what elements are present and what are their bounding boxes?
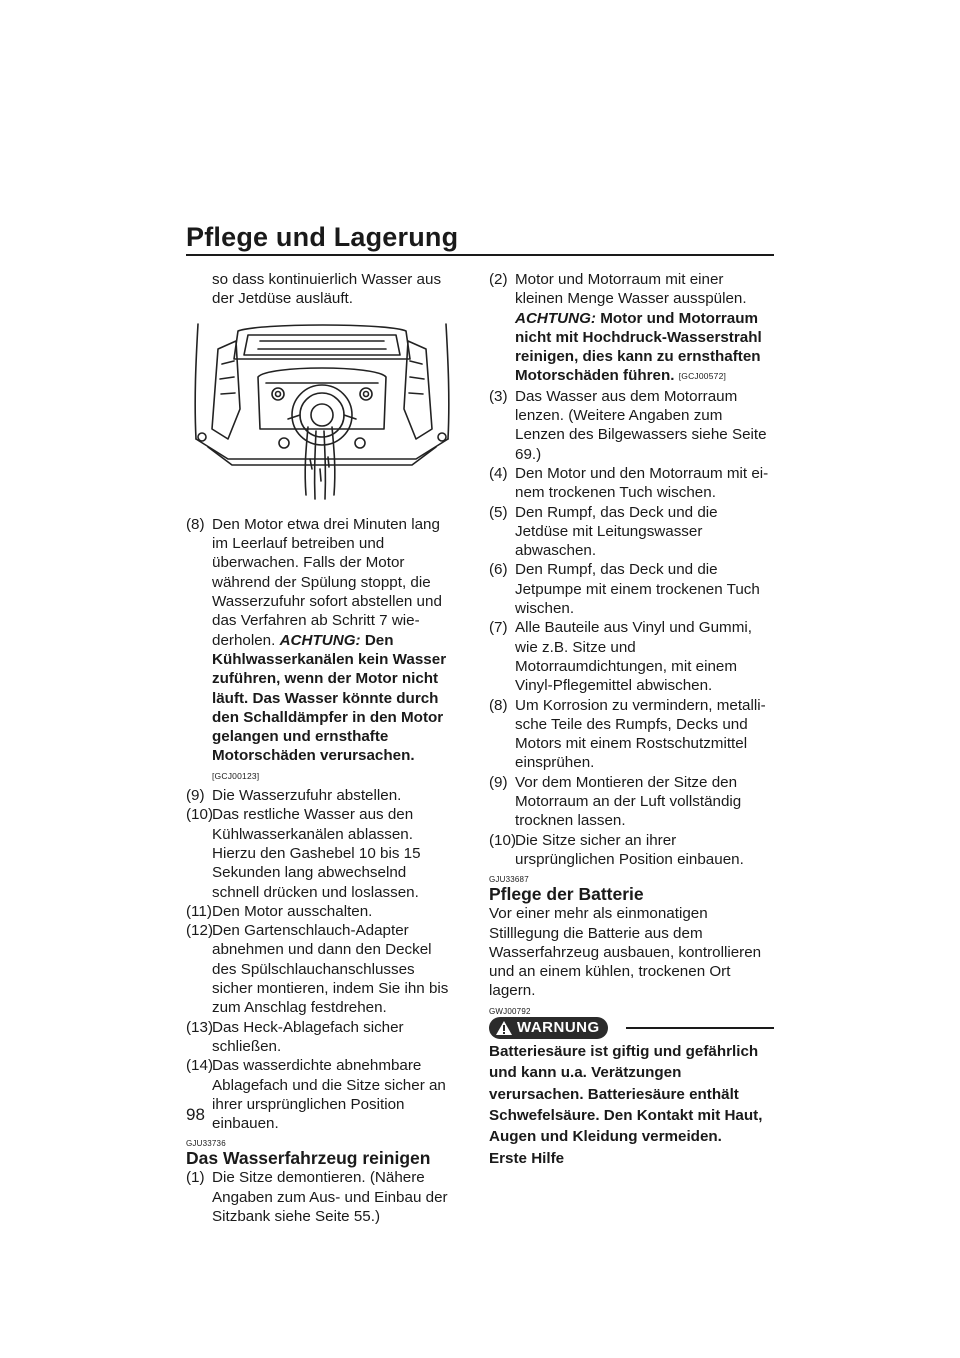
step-number: (14) [186, 1057, 214, 1075]
right-column [489, 270, 774, 1169]
step-text: Den Motor etwa drei Minuten lang im Leerlauf betreiben und überwachen. Falls der Motor während der Spülung stoppt, die Wasserzufuhr sofort abstellen und das Verfahren ab Schritt 7 wiederholen. [212, 515, 442, 649]
warning-code: GWJ00792 [489, 1006, 531, 1016]
clean-step-6 [489, 560, 774, 618]
step-number: (7) [489, 619, 508, 637]
step-text: Die Sitze demontieren. (Nähere Angaben zum Aus- und Einbau der Sitzbank siehe Seite 55.) [212, 1169, 448, 1225]
caution-code: [GCJ00123] [212, 770, 260, 781]
clean-step-9 [489, 773, 774, 831]
step-text: Das Wasser aus dem Motorraum lenzen. (Weitere Angaben zum Lenzen des Bilgewassers siehe Seite 69.) [515, 387, 767, 463]
clean-step-1 [186, 1168, 456, 1226]
page-number: 98 [186, 1105, 205, 1124]
caution-code: [GCJ00572] [678, 371, 727, 382]
step-number: (9) [186, 787, 205, 805]
step-number: (4) [489, 464, 508, 482]
section-title: Pflege der Batterie [489, 884, 644, 905]
step-number: (10) [186, 806, 214, 824]
step-8 [186, 515, 456, 786]
step-text: Motor und Motorraum mit einer kleinen Menge Wasser ausspülen. [515, 271, 747, 308]
step-12 [186, 921, 456, 1017]
intro-text: so dass kontinuierlich Wasser aus der Jetdüse ausläuft. [212, 271, 442, 308]
caution-label: ACHTUNG: [279, 631, 361, 649]
warning-label: WARNUNG [517, 1019, 600, 1037]
step-text: Das restliche Wasser aus den Kühlwasserkanälen ablassen. Hierzu den Gashebel 10 bis 15 Sekunden lang abwechselnd schnell drücken und loslassen. [212, 806, 421, 901]
step-text: Das Heck-Ablagefach sicher schließen. [212, 1018, 404, 1055]
step-number: (2) [489, 271, 508, 288]
step-number: (5) [489, 503, 508, 521]
page-title: Pflege und Lagerung [186, 222, 459, 252]
step-text: Das wasserdichte abnehmbare Ablagefach und die Sitze sicher an ihrer ursprünglichen Position einbauen. [212, 1057, 446, 1133]
warning-text: Batteriesäure ist giftig und gefährlich und kann u.a. Verätzungen verursachen. Batteriesäure enthält Schwefelsäure. Den Kontakt mit Haut, Augen und Kleidung vermeiden. [489, 1042, 763, 1146]
step-text: Den Rumpf, das Deck und die Jetdüse mit Leitungswasser abwaschen. [515, 503, 718, 560]
step-text: Den Gartenschlauch-Adapter abnehmen und dann den Deckel des Spülschlauchanschlusses sicher montieren, indem Sie ihn bis zum Anschlag festdrehen. [212, 922, 449, 1017]
step-number: (10) [489, 831, 517, 849]
section-code: GJU33736 [186, 1139, 226, 1149]
step-text: Die Wasserzufuhr abstellen. [212, 787, 402, 805]
warning-rule [626, 1027, 774, 1029]
left-column [186, 270, 456, 1226]
step-text: Den Motor ausschalten. [212, 902, 373, 920]
clean-step-7 [489, 618, 774, 695]
step-number: (8) [489, 696, 508, 714]
clean-step-8 [489, 696, 774, 773]
clean-step-3 [489, 387, 774, 464]
step-number: (8) [186, 515, 205, 533]
clean-step-4 [489, 464, 774, 503]
step-13 [186, 1018, 456, 1057]
caution-text: Den Kühlwasserkanälen kein Wasser zuführen, wenn der Motor nicht läuft. Das Wasser könnte durch den Schalldämpfer in den Motor gelangen und ernsthafte Motorschäden verursachen. [212, 631, 447, 765]
step-text: Vor dem Montieren der Sitze den Motorraum an der Luft vollständig trocknen lassen. [515, 773, 742, 830]
step-9 [186, 786, 456, 805]
step-text: Um Korrosion zu vermindern, metallische Teile des Rumpfs, Decks und Motors mit einem Rostschutzmittel einsprühen. [515, 696, 766, 772]
section-code: GJU33687 [489, 875, 529, 885]
caution-text: Motor und Motorraum nicht mit Hochdruck-Wasserstrahl reinigen, dies kann zu ernsthaften Motorschäden führen. [515, 309, 762, 385]
step-text: Alle Bauteile aus Vinyl und Gummi, wie z.B. Sitze und Motorraumdichtungen, mit einem Vinyl-Pflegemittel abwischen. [515, 619, 752, 695]
clean-step-2 [489, 270, 774, 387]
caution-label: ACHTUNG: [515, 309, 596, 327]
battery-intro: Vor einer mehr als einmonatigen Stilllegung die Batterie aus dem Wasserfahrzeug ausbauen, kontrollieren und an einem kühlen, trockenen Ort lagern. [489, 905, 762, 1000]
warning-badge [489, 1017, 608, 1039]
first-aid-heading: Erste Hilfe [489, 1149, 565, 1167]
step-text: Den Rumpf, das Deck und die Jetpumpe mit einem trockenen Tuch wischen. [515, 561, 760, 618]
jet-nozzle-illustration [188, 319, 456, 502]
step-number: (13) [186, 1018, 214, 1036]
step-14 [186, 1056, 456, 1133]
step-number: (6) [489, 561, 508, 579]
step-number: (9) [489, 773, 508, 791]
step-number: (11) [186, 902, 212, 920]
step-text: Die Sitze sicher an ihrer ursprünglichen Position einbauen. [515, 831, 744, 868]
title-rule [186, 254, 774, 256]
step-number: (1) [186, 1169, 205, 1187]
clean-step-5 [489, 503, 774, 561]
warning-header [489, 1017, 774, 1039]
clean-step-10 [489, 831, 774, 870]
step-11 [186, 902, 456, 921]
section-title: Das Wasserfahrzeug reinigen [186, 1148, 431, 1169]
step-number: (3) [489, 387, 508, 405]
step-10 [186, 805, 456, 901]
warning-triangle-icon [495, 1020, 513, 1036]
step-number: (12) [186, 922, 214, 940]
step-text: Den Motor und den Motorraum mit einem trockenen Tuch wischen. [515, 464, 769, 502]
